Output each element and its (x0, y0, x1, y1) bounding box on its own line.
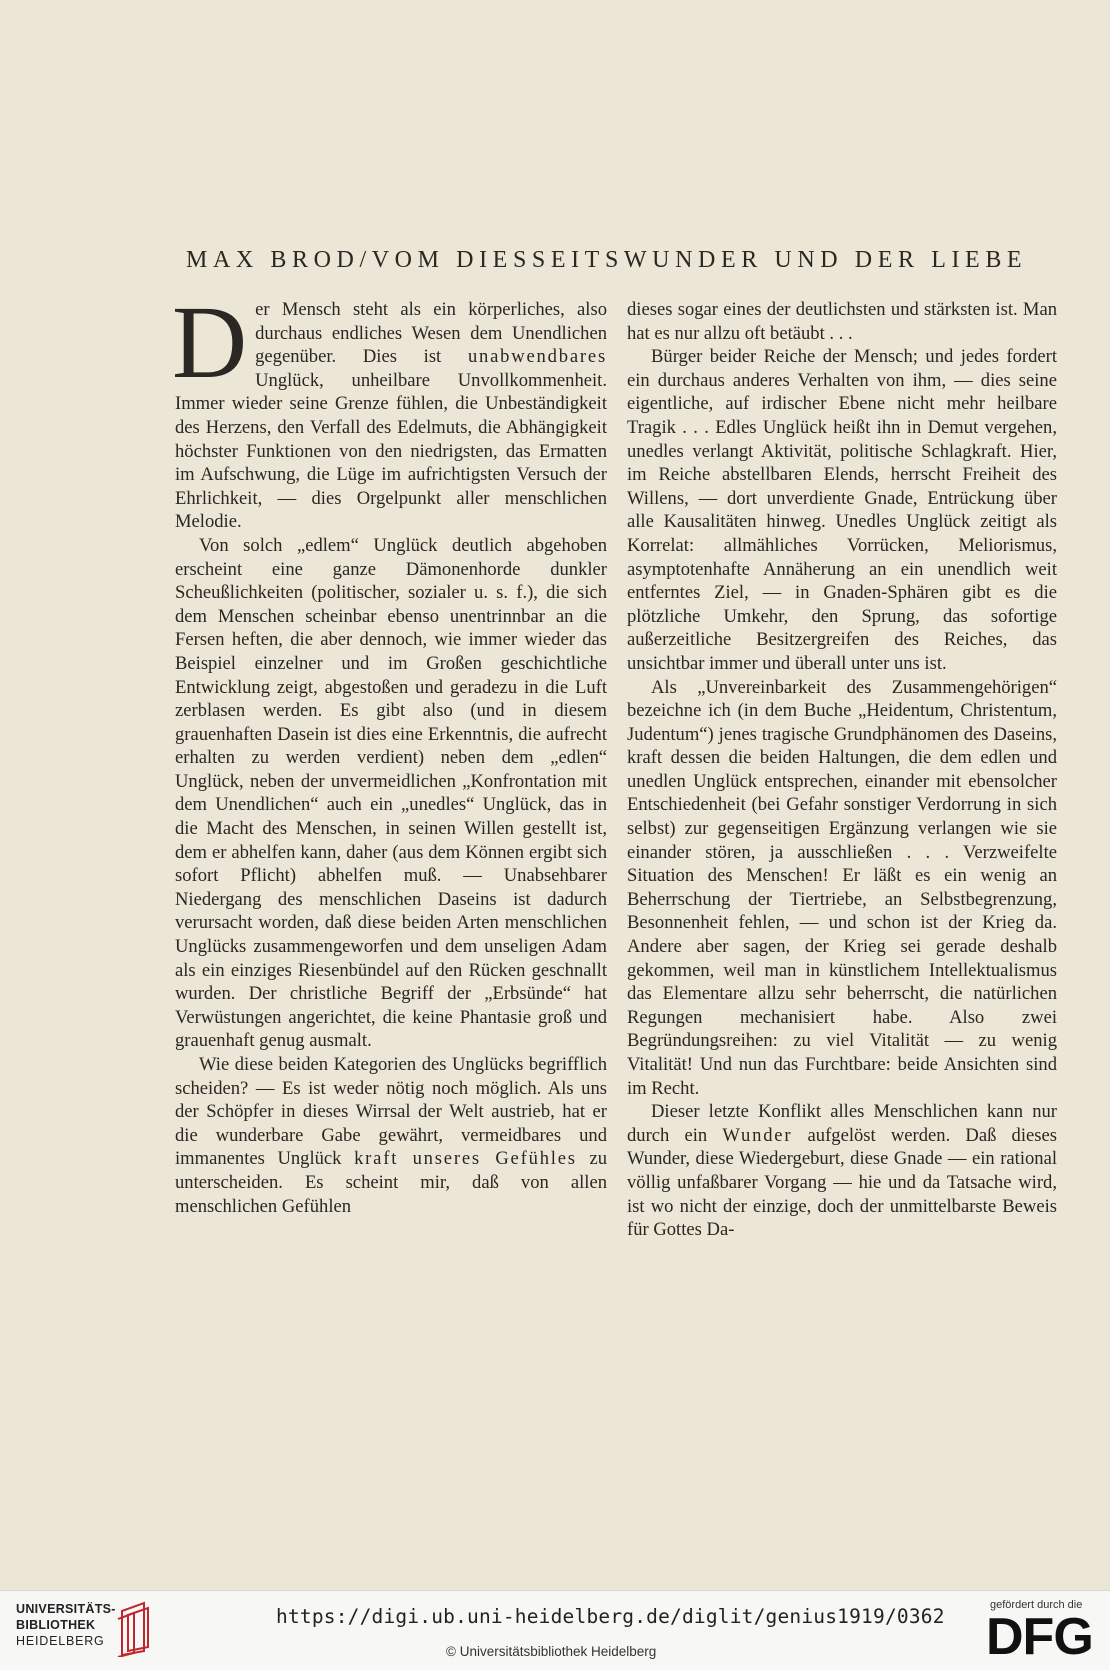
paragraph: Von solch „edlem“ Unglück deutlich abgehoben erscheint eine ganze Dämonenhorde dunkler Scheußlichkeiten (politischer, sozialer u. s. f.), die sich dem Menschen scheinbar ebenso unentrinnbar an die Fersen heften, die aber dennoch, wie immer wieder das Beispiel einzelner und im Großen geschichtliche Entwicklung zeigt, abgestoßen und geradezu in die Luft zerblasen werden. Es gibt also (und in diesem grauenhaften Dasein ist dies eine Erkenntnis, die aufrecht erhalten zu werden verdient) neben dem „edlen“ Unglück, neben der unvermeidlichen „Konfrontation mit dem Unendlichen“ auch ein „unedles“ Unglück, das in die Macht des Menschen, in seinen Willen gestellt ist, dem er abhelfen kann, daher (aus dem Können ergibt sich sofort Pflicht) abhelfen muß. — Unabsehbarer Niedergang des menschlichen Daseins ist dadurch verursacht worden, daß diese beiden Arten menschlichen Unglücks zusammengeworfen und dem unseligen Adam als ein einziges Riesenbündel auf den Rücken geschnallt wurden. Der christliche Begriff der „Erbsünde“ hat Verwüstungen angerichtet, die keine Phantasie groß und grauenhaft genug ausmalt. (175, 534, 607, 1052)
paragraph (627, 1100, 1057, 1242)
paragraph (175, 1053, 607, 1218)
paragraph-text: aufgelöst werden. Daß dieses Wunder, diese Wiedergeburt, diese Gnade — ein rational völlig unfaßbarer Vorgang — hie und da Tatsache wird, ist wo nicht der einzige, doch der unmittelbarste Beweis für Gottes Da- (627, 1124, 1057, 1241)
article-title: MAX BROD/VOM DIESSEITSWUNDER UND DER LIEBE (186, 247, 1028, 273)
viewer-footer (0, 1590, 1110, 1670)
copyright-notice: © Universitätsbibliothek Heidelberg (446, 1644, 657, 1659)
paragraph (172, 285, 607, 534)
paragraph-text: er Mensch steht als ein körperliches, also durchaus endliches Wesen dem Unendlichen gegenüber. Dies ist (255, 299, 607, 368)
library-name-line: UNIVERSITÄTS- (16, 1602, 116, 1616)
drop-cap: D (172, 285, 248, 400)
paragraph: dieses sogar eines der deutlichsten und stärksten ist. Man hat es nur allzu oft betäubt . . . (627, 299, 1057, 344)
paragraph-text: Unglück, unheilbare Unvollkommenheit. Immer wieder seine Grenze fühlen, die Unbeständigkeit des Herzens, den Verfall des Edelmuts, die Abhängigkeit höchster Funktionen von den niedrigsten, das Ermatten im Aufschwung, die Lüge im aufrichtigsten Versuch der Ehrlichkeit, — dies Orgelpunkt aller menschlichen Melodie. (175, 369, 607, 533)
library-name-line: BIBLIOTHEK (16, 1618, 96, 1632)
paragraph-text: zu unterscheiden. Es scheint mir, daß von allen menschlichen Gefühlen (175, 1148, 608, 1217)
funding-label: gefördert durch die (990, 1599, 1083, 1611)
paragraph: Als „Unvereinbarkeit des Zusammengehörigen“ bezeichne ich (in dem Buche „Heidentum, Christentum, Judentum“) jenes tragische Grundphänomen des Daseins, kraft dessen die beiden Haltungen, die dem edlen und unedlen Unglück entsprechen, einander mit ebensolcher Entschiedenheit (bei Gefahr sonstiger Verdorrung in sich selbst) zur gegenseitigen Ergänzung verlangen wie sie einander stören, ja ausschließen . . . Verzweifelte Situation des Menschen! Er läßt es ein wenig an Beherrschung der Tiertriebe, an Selbstbegrenzung, Besonnenheit fehlen, — und schon ist der Krieg da. Andere aber sagen, der Krieg sei gerade deshalb gekommen, weil man in künstlichem Intellektualismus das Elementare allzu sehr beherrscht, die natürlichen Regungen mechanisiert habe. Also zwei Begründungsreihen: zu viel Vitalität — zu wenig Vitalität! Und nun das Furchtbare: beide Ansichten sind im Recht. (627, 676, 1057, 1099)
dfg-logo[interactable]: DFG (986, 1608, 1093, 1666)
library-logo[interactable] (16, 1601, 116, 1649)
right-column (627, 298, 1057, 1242)
library-emblem-icon (114, 1601, 154, 1657)
paragraph-text: Wie diese beiden Kategorien des Unglücks begrifflich scheiden? — Es ist weder nötig noch möglich. Als uns der Schöpfer in dieses Wirrsal der Welt austrieb, hat er die wunderbare Gabe gewährt, vermeidbares und immanentes Unglück (175, 1054, 607, 1170)
spaced-emphasis: unabwendbares (467, 346, 607, 368)
paragraph: Bürger beider Reiche der Mensch; und jedes fordert ein durchaus anderes Verhalten von ihm, — dies seine eigentliche, auf irdischer Ebene nicht mehr heilbare Tragik . . . Edles Unglück heißt ihn in Demut vergehen, unedles verlangt Aktivität, politische Schlagkraft. Hier, im Reiche abstellbaren Elends, herrscht Freiheit des Willens, — dort unverdiente Gnade, Entrückung über alle Kausalitäten hinweg. Unedles Unglück zeitigt als Korrelat: allmähliches Vorrücken, Meliorismus, asymptotenhafte Annäherung an ein unendlich weit entferntes Ziel, — in Gnaden-Sphären gibt es die plötzliche Umkehr, den Sprung, das sofortige außerzeitliche Besitzergreifen des Reiches, das unsichtbar immer und überall unter uns ist. (627, 346, 1057, 674)
paragraph-text: Dieser letzte Konflikt alles Menschlichen kann nur durch ein (627, 1101, 1057, 1146)
permalink-url[interactable]: https://digi.ub.uni-heidelberg.de/diglit/genius1919/0362 (276, 1605, 945, 1628)
library-city-line: HEIDELBERG (16, 1634, 105, 1648)
spaced-emphasis: Wunder (722, 1124, 793, 1146)
left-column (172, 285, 608, 1218)
spaced-emphasis: kraft unseres Gefühles (354, 1148, 577, 1170)
